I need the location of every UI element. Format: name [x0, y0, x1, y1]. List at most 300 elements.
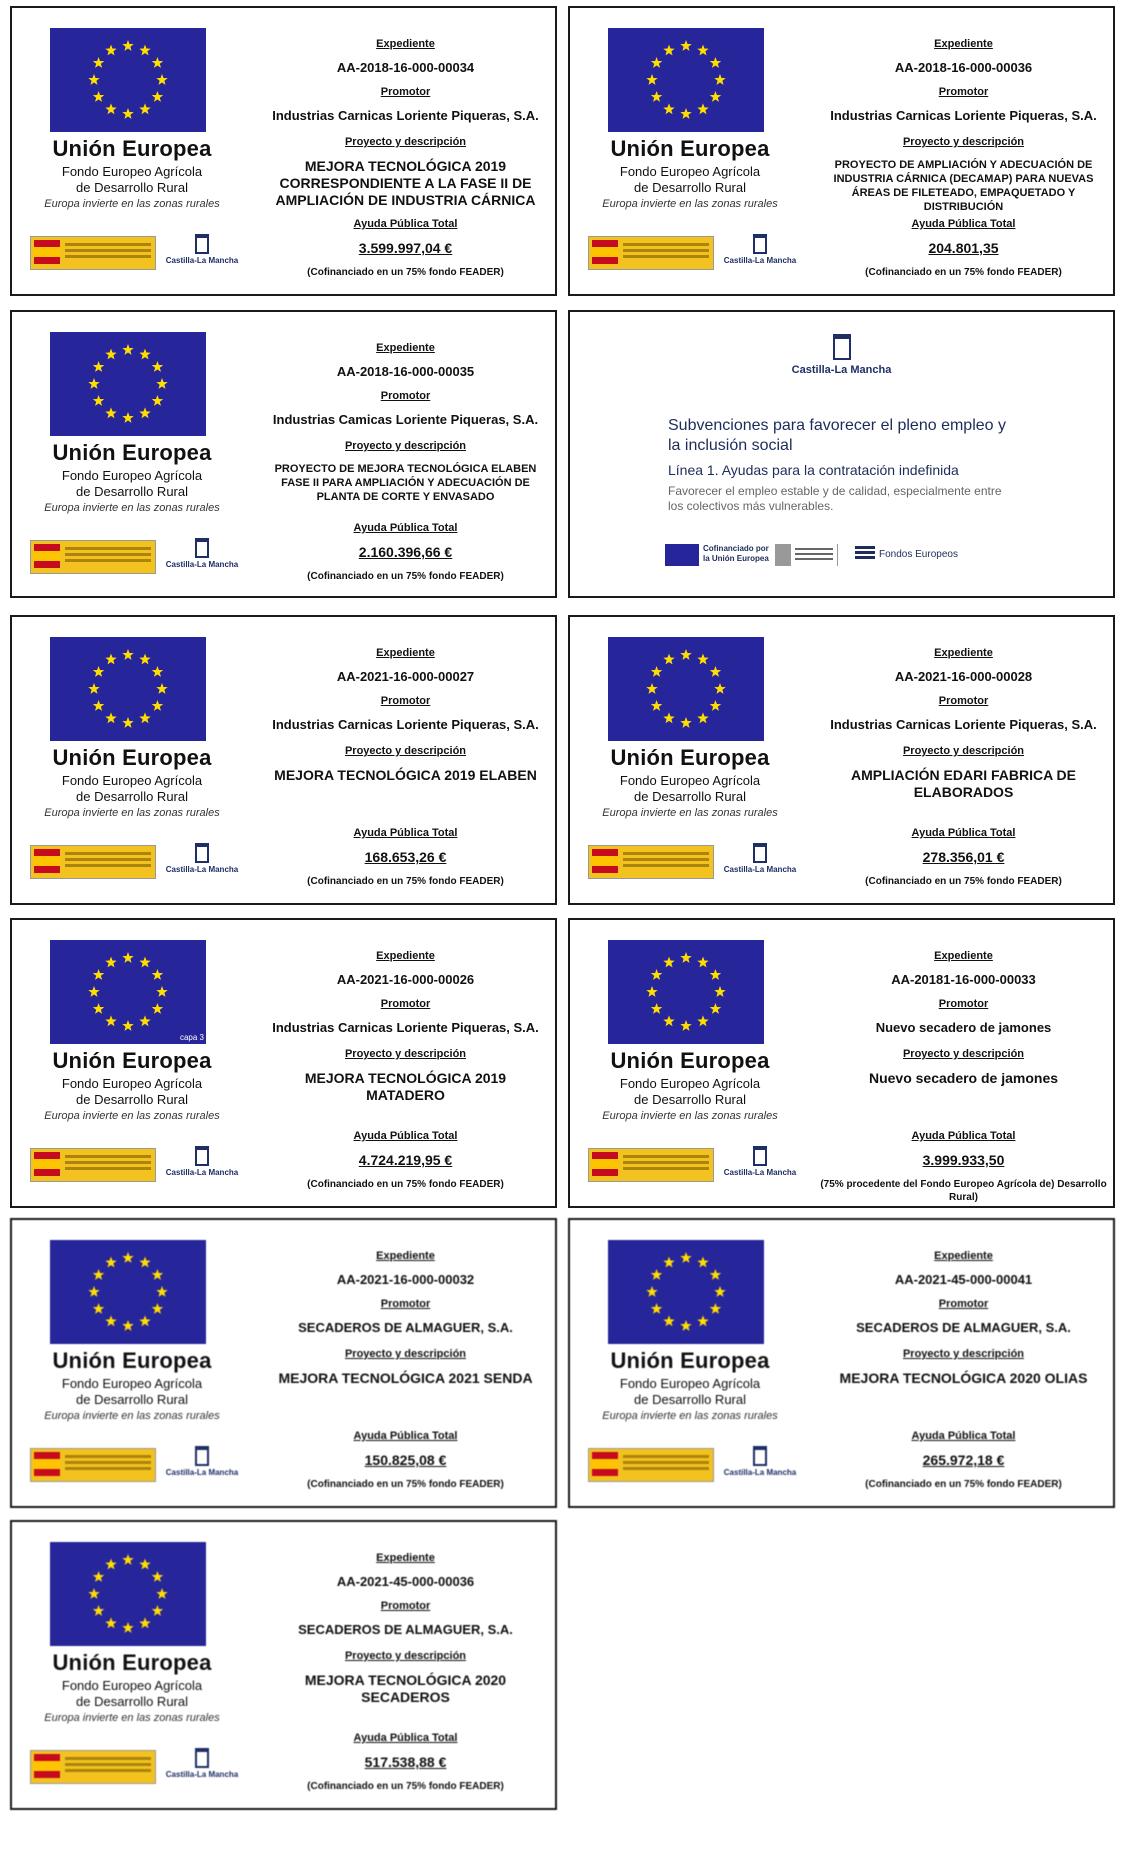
subsidy-card [568, 310, 1115, 598]
eu-star [714, 683, 725, 694]
eu-star [93, 91, 105, 102]
eu-star [710, 1303, 722, 1314]
ayuda-label: Ayuda Pública Total [353, 218, 458, 230]
expediente-value: AA-2018-16-000-00036 [894, 60, 1033, 75]
eu-star [93, 666, 105, 677]
eu-star [646, 1286, 657, 1297]
eu-star [122, 1320, 133, 1331]
eu-star [156, 378, 167, 389]
eu-star [646, 683, 657, 694]
proyecto-description: PROYECTO DE MEJORA TECNOLÓGICA ELABEN FASE II PARA AMPLIACIÓN Y ADECUACIÓN DE PLANTA DE CORTE Y ENVASADO [274, 463, 537, 503]
eu-tagline: Europa invierte en las zonas rurales [44, 1110, 220, 1122]
castle-icon [195, 234, 209, 254]
cofinanciado-note: (Cofinanciado en un 75% fondo FEADER) [307, 876, 504, 887]
eu-star [88, 74, 99, 85]
eu-star [714, 986, 725, 997]
ayuda-label: Ayuda Pública Total [911, 1130, 1016, 1142]
eu-star [663, 103, 674, 114]
spain-shield-icon [592, 1152, 618, 1176]
eu-star [651, 969, 663, 980]
clm-logo [162, 1748, 242, 1782]
eu-block [12, 617, 272, 903]
ayuda-amount: 204.801,35 [928, 240, 999, 256]
eu-star [122, 1252, 133, 1263]
eu-fund-line-1: Fondo Europeo Agrícola [61, 1678, 203, 1693]
eu-star [697, 712, 708, 723]
eu-star [88, 378, 99, 389]
eu-fund-line-2: de Desarrollo Rural [76, 789, 188, 804]
fondos-europeos-label: Fondos Europeos [879, 549, 958, 560]
ayuda-label: Ayuda Pública Total [911, 827, 1016, 839]
clm-logo [720, 1146, 800, 1180]
funding-plaque [568, 615, 1115, 905]
eu-fund-line-1: Fondo Europeo Agrícola [61, 1376, 203, 1391]
eu-star [139, 1015, 150, 1026]
eu-star [93, 1571, 105, 1582]
ayuda-amount: 3.599.997,04 € [358, 240, 453, 256]
promotor-label: Promotor [380, 390, 431, 402]
clm-label: Castilla-La Mancha [165, 865, 239, 874]
spain-shield-icon [34, 1754, 60, 1778]
eu-star [152, 1571, 164, 1582]
eu-star [88, 1588, 99, 1599]
spain-gov-logo [30, 1148, 156, 1182]
promotor-label: Promotor [380, 1600, 431, 1612]
ayuda-amount: 278.356,01 € [922, 849, 1005, 865]
ayuda-label: Ayuda Pública Total [353, 827, 458, 839]
ayuda-label: Ayuda Pública Total [911, 1430, 1016, 1442]
eu-star [680, 649, 691, 660]
proyecto-label: Proyecto y descripción [344, 1650, 467, 1662]
proyecto-label: Proyecto y descripción [902, 745, 1025, 757]
eu-star [105, 712, 116, 723]
eu-block [570, 1220, 830, 1506]
eu-star [710, 1003, 722, 1014]
subsidy-title: Subvenciones para favorecer el pleno empleo y la inclusión social [668, 417, 1006, 454]
eu-star [710, 666, 722, 677]
eu-flag-icon [50, 1240, 206, 1344]
eu-star [697, 654, 708, 665]
eu-star [139, 407, 150, 418]
eu-tagline: Europa invierte en las zonas rurales [44, 502, 220, 514]
spain-shield-icon [592, 849, 618, 873]
eu-title: Unión Europea [610, 1348, 770, 1373]
expediente-label: Expediente [934, 1250, 993, 1262]
eu-flag-icon [608, 940, 764, 1044]
expediente-value: AA-2021-16-000-00028 [894, 669, 1033, 684]
castle-icon [195, 538, 209, 558]
eu-tagline: Europa invierte en las zonas rurales [602, 807, 778, 819]
subsidy-footer [665, 542, 1045, 568]
eu-star [122, 344, 133, 355]
eu-star [152, 666, 164, 677]
eu-stars-icon [608, 1240, 764, 1344]
eu-star [714, 74, 725, 85]
eu-star [680, 1252, 691, 1263]
ayuda-amount: 265.972,18 € [922, 1452, 1005, 1468]
eu-star [156, 1588, 167, 1599]
project-info [262, 8, 549, 294]
castle-icon [195, 843, 209, 863]
eu-star [663, 654, 674, 665]
eu-flag-icon [608, 637, 764, 741]
eu-star [152, 969, 164, 980]
eu-star [105, 45, 116, 56]
eu-fund-line-1: Fondo Europeo Agrícola [619, 1076, 761, 1091]
eu-star [651, 700, 663, 711]
eu-stars-icon [608, 637, 764, 741]
expediente-label: Expediente [934, 950, 993, 962]
eu-star [122, 1554, 133, 1565]
eu-tagline: Europa invierte en las zonas rurales [602, 1410, 778, 1422]
expediente-value: AA-2018-16-000-00034 [336, 60, 475, 75]
cofinanciado-note: (Cofinanciado en un 75% fondo FEADER) [865, 1479, 1062, 1490]
funding-plaque [10, 918, 557, 1208]
promotor-label: Promotor [380, 998, 431, 1010]
eu-star [680, 952, 691, 963]
eu-fund-line-2: de Desarrollo Rural [76, 1694, 188, 1709]
project-info [820, 1220, 1107, 1506]
eu-star [156, 683, 167, 694]
spain-gov-logo [30, 1750, 156, 1784]
promotor-label: Promotor [380, 86, 431, 98]
funding-plaque [568, 6, 1115, 296]
eu-star [122, 40, 133, 51]
ayuda-label: Ayuda Pública Total [353, 1430, 458, 1442]
clm-label: Castilla-La Mancha [165, 560, 239, 569]
spain-gov-logo [588, 1448, 714, 1482]
castle-icon [753, 1446, 767, 1466]
eu-star [139, 1315, 150, 1326]
cofinanciado-note: (Cofinanciado en un 75% fondo FEADER) [307, 1781, 504, 1792]
proyecto-label: Proyecto y descripción [902, 136, 1025, 148]
eu-star [156, 74, 167, 85]
divider [837, 544, 838, 566]
proyecto-description: Nuevo secadero de jamones [868, 1070, 1059, 1086]
eu-star [139, 1617, 150, 1628]
eu-stars-icon [50, 637, 206, 741]
ministry-logo [775, 544, 835, 566]
eu-star [714, 1286, 725, 1297]
spain-gov-logo [30, 1448, 156, 1482]
eu-tagline: Europa invierte en las zonas rurales [602, 198, 778, 210]
promotor-label: Promotor [938, 86, 989, 98]
eu-star [105, 654, 116, 665]
eu-star [697, 957, 708, 968]
spain-shield-icon [34, 240, 60, 264]
eu-star [93, 395, 105, 406]
expediente-label: Expediente [376, 38, 435, 50]
eu-star [93, 1003, 105, 1014]
expediente-value: AA-2021-16-000-00032 [336, 1272, 475, 1287]
clm-logo [720, 234, 800, 268]
project-info [262, 1220, 549, 1506]
eu-star [93, 1605, 105, 1616]
eu-star [139, 1257, 150, 1268]
spain-gov-logo [588, 236, 714, 270]
ayuda-amount: 2.160.396,66 € [358, 544, 453, 560]
eu-stars-icon [50, 332, 206, 436]
spain-gov-logo [30, 236, 156, 270]
eu-star [88, 683, 99, 694]
eu-fund-line-2: de Desarrollo Rural [634, 1392, 746, 1407]
proyecto-description: MEJORA TECNOLÓGICA 2021 SENDA [278, 1370, 533, 1386]
eu-star [156, 1286, 167, 1297]
eu-flag-icon [608, 28, 764, 132]
eu-star [105, 407, 116, 418]
clm-label: Castilla-La Mancha [165, 1168, 239, 1177]
eu-flag-icon [50, 332, 206, 436]
eu-block [570, 920, 830, 1206]
eu-block [12, 1220, 272, 1506]
eu-star [105, 349, 116, 360]
project-info [262, 617, 549, 903]
eu-title: Unión Europea [610, 1048, 770, 1073]
eu-star [105, 1015, 116, 1026]
ayuda-amount: 4.724.219,95 € [358, 1152, 453, 1168]
spain-gov-logo [30, 540, 156, 574]
eu-tagline: Europa invierte en las zonas rurales [44, 807, 220, 819]
eu-star [156, 986, 167, 997]
project-info [820, 617, 1107, 903]
funding-plaque [10, 1218, 557, 1508]
promotor-value: SECADEROS DE ALMAGUER, S.A. [856, 1320, 1071, 1335]
eu-title: Unión Europea [52, 1048, 212, 1073]
eu-star [105, 1559, 116, 1570]
eu-star [122, 952, 133, 963]
eu-star [93, 57, 105, 68]
eu-star [139, 654, 150, 665]
eu-star [93, 1269, 105, 1280]
cofinanciado-label: Cofinanciado por la Unión Europea [703, 544, 769, 563]
eu-star [680, 717, 691, 728]
eu-fund-line-2: de Desarrollo Rural [76, 180, 188, 195]
eu-title: Unión Europea [52, 745, 212, 770]
proyecto-label: Proyecto y descripción [344, 440, 467, 452]
proyecto-label: Proyecto y descripción [344, 136, 467, 148]
promotor-label: Promotor [938, 998, 989, 1010]
spain-shield-icon [34, 1152, 60, 1176]
clm-logo [162, 1446, 242, 1480]
promotor-value: Industrias Carnicas Loriente Piqueras, S.A. [272, 1020, 539, 1035]
cofinanciado-note: (Cofinanciado en un 75% fondo FEADER) [307, 1179, 504, 1190]
eu-star [710, 700, 722, 711]
eu-star [152, 1269, 164, 1280]
expediente-label: Expediente [376, 950, 435, 962]
ayuda-amount: 150.825,08 € [364, 1452, 447, 1468]
eu-fund-line-1: Fondo Europeo Agrícola [61, 468, 203, 483]
eu-star [152, 1605, 164, 1616]
proyecto-label: Proyecto y descripción [902, 1348, 1025, 1360]
eu-star [152, 1003, 164, 1014]
eu-stars-icon [608, 940, 764, 1044]
eu-fund-line-1: Fondo Europeo Agrícola [61, 773, 203, 788]
capa-label: capa 3 [179, 1033, 204, 1042]
spain-gov-logo [588, 1148, 714, 1182]
spain-gov-logo [588, 845, 714, 879]
proyecto-description: AMPLIACIÓN EDARI FABRICA DE ELABORADOS [850, 767, 1077, 800]
eu-star [93, 700, 105, 711]
eu-title: Unión Europea [610, 745, 770, 770]
promotor-value: Industrias Camicas Loriente Piqueras, S.A. [272, 412, 539, 427]
eu-star [93, 969, 105, 980]
ayuda-label: Ayuda Pública Total [353, 1732, 458, 1744]
proyecto-label: Proyecto y descripción [344, 1048, 467, 1060]
fondos-europeos-icon [855, 546, 875, 564]
eu-star [663, 957, 674, 968]
proyecto-label: Proyecto y descripción [344, 1348, 467, 1360]
eu-star [152, 1303, 164, 1314]
eu-star [680, 1320, 691, 1331]
expediente-value: AA-2021-16-000-00026 [336, 972, 475, 987]
eu-star [88, 1286, 99, 1297]
spain-shield-icon [592, 1452, 618, 1476]
eu-star [710, 969, 722, 980]
promotor-value: SECADEROS DE ALMAGUER, S.A. [298, 1622, 513, 1637]
eu-fund-line-2: de Desarrollo Rural [634, 180, 746, 195]
castle-icon [195, 1146, 209, 1166]
eu-star [680, 1020, 691, 1031]
clm-logo [162, 234, 242, 268]
eu-star [105, 1617, 116, 1628]
funding-plaque [10, 1520, 557, 1810]
eu-title: Unión Europea [52, 1348, 212, 1373]
eu-fund-line-2: de Desarrollo Rural [76, 484, 188, 499]
proyecto-description: PROYECTO DE AMPLIACIÓN Y ADECUACIÓN DE INDUSTRIA CÁRNICA (DECAMAP) PARA NUEVAS ÁREAS DE FILETEADO, EMPAQUETADO Y DISTRIBUCIÓN [833, 159, 1094, 213]
eu-star [651, 91, 663, 102]
funding-plaque [10, 6, 557, 296]
eu-star [697, 1015, 708, 1026]
clm-logo [162, 843, 242, 877]
project-info [262, 312, 549, 596]
clm-label: Castilla-La Mancha [165, 1468, 239, 1477]
eu-star [93, 361, 105, 372]
eu-fund-line-1: Fondo Europeo Agrícola [619, 773, 761, 788]
castle-icon [753, 843, 767, 863]
ayuda-label: Ayuda Pública Total [353, 1130, 458, 1142]
eu-stars-icon [50, 940, 206, 1044]
spain-shield-icon [592, 240, 618, 264]
eu-star [697, 103, 708, 114]
promotor-label: Promotor [938, 1298, 989, 1310]
cofinanciado-note: (Cofinanciado en un 75% fondo FEADER) [307, 267, 504, 278]
eu-star [105, 103, 116, 114]
eu-star [105, 957, 116, 968]
clm-label: Castilla-La Mancha [165, 256, 239, 265]
eu-flag-icon [50, 637, 206, 741]
project-info [262, 1522, 549, 1808]
eu-star [663, 1315, 674, 1326]
subsidy-line: Línea 1. Ayudas para la contratación indefinida [668, 462, 959, 478]
cofinanciado-note: (Cofinanciado en un 75% fondo FEADER) [307, 571, 504, 582]
eu-fund-line-2: de Desarrollo Rural [76, 1092, 188, 1107]
clm-logo [162, 538, 242, 572]
clm-label: Castilla-La Mancha [723, 256, 797, 265]
eu-tagline: Europa invierte en las zonas rurales [44, 1410, 220, 1422]
eu-block [12, 8, 272, 294]
eu-star [139, 45, 150, 56]
ayuda-amount: 517.538,88 € [364, 1754, 447, 1770]
promotor-value: Industrias Carnicas Loriente Piqueras, S.A. [272, 717, 539, 732]
spain-gov-logo [30, 845, 156, 879]
eu-flag-icon [50, 28, 206, 132]
subsidy-description: Favorecer el empleo estable y de calidad, especialmente entre los colectivos más vulnerables. [668, 484, 1002, 513]
eu-star [88, 986, 99, 997]
eu-star [122, 412, 133, 423]
eu-flag-icon [50, 1542, 206, 1646]
eu-stars-icon [50, 1240, 206, 1344]
castle-icon [833, 334, 851, 360]
eu-tagline: Europa invierte en las zonas rurales [44, 198, 220, 210]
cofinanciado-note: (Cofinanciado en un 75% fondo FEADER) [865, 267, 1062, 278]
eu-star [663, 712, 674, 723]
eu-star [680, 40, 691, 51]
project-info [820, 920, 1107, 1206]
expediente-value: AA-2021-45-000-00041 [894, 1272, 1033, 1287]
eu-star [663, 1015, 674, 1026]
eu-star [122, 1622, 133, 1633]
eu-block [570, 8, 830, 294]
eu-star [663, 1257, 674, 1268]
spain-shield-icon [34, 1452, 60, 1476]
eu-title: Unión Europea [610, 136, 770, 161]
eu-stars-icon [608, 28, 764, 132]
cofinanciado-note: (75% procedente del Fondo Europeo Agrícola de) Desarrollo Rural) [820, 1179, 1107, 1203]
eu-star [680, 108, 691, 119]
eu-star [646, 74, 657, 85]
promotor-label: Promotor [938, 695, 989, 707]
expediente-label: Expediente [376, 647, 435, 659]
castle-icon [195, 1446, 209, 1466]
clm-label: Castilla-La Mancha [791, 364, 892, 376]
eu-star [122, 649, 133, 660]
proyecto-description: MEJORA TECNOLÓGICA 2019 MATADERO [304, 1070, 507, 1103]
eu-star [139, 349, 150, 360]
eu-star [152, 395, 164, 406]
promotor-value: SECADEROS DE ALMAGUER, S.A. [298, 1320, 513, 1335]
castle-icon [195, 1748, 209, 1768]
eu-flag-icon [608, 1240, 764, 1344]
eu-star [139, 1559, 150, 1570]
proyecto-description: MEJORA TECNOLÓGICA 2020 OLIAS [839, 1370, 1088, 1386]
eu-star [105, 1315, 116, 1326]
funding-plaque [568, 1218, 1115, 1508]
castle-icon [753, 234, 767, 254]
expediente-value: AA-2018-16-000-00035 [336, 364, 475, 379]
promotor-value: Industrias Carnicas Loriente Piqueras, S.A. [272, 108, 539, 123]
eu-star [651, 1303, 663, 1314]
eu-tagline: Europa invierte en las zonas rurales [602, 1110, 778, 1122]
funding-plaque [10, 615, 557, 905]
eu-fund-line-1: Fondo Europeo Agrícola [61, 1076, 203, 1091]
eu-star [122, 1020, 133, 1031]
proyecto-description: MEJORA TECNOLÓGICA 2019 CORRESPONDIENTE A LA FASE II DE AMPLIACIÓN DE INDUSTRIA CÁRNICA [275, 158, 536, 208]
eu-block [12, 312, 272, 596]
eu-star [152, 91, 164, 102]
eu-title: Unión Europea [52, 440, 212, 465]
eu-title: Unión Europea [52, 136, 212, 161]
project-info [820, 8, 1107, 294]
eu-tagline: Europa invierte en las zonas rurales [44, 1712, 220, 1724]
eu-star [697, 45, 708, 56]
eu-fund-line-2: de Desarrollo Rural [76, 1392, 188, 1407]
clm-label: Castilla-La Mancha [723, 865, 797, 874]
ayuda-amount: 168.653,26 € [364, 849, 447, 865]
expediente-label: Expediente [934, 647, 993, 659]
eu-star [651, 1003, 663, 1014]
eu-star [93, 1303, 105, 1314]
spain-shield-icon [34, 849, 60, 873]
